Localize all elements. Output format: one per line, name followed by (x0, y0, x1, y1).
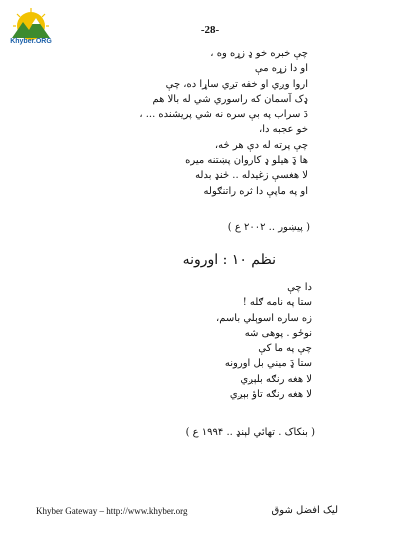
poem-line: اروا وږي او خفه تږي ساړا ده، چې (165, 78, 308, 90)
poem-2-date: ( بنکاک . تهائي لېنډ .. ۱۹۹۴ ع ) (185, 427, 315, 438)
poem-1-date: ( پيښور .. ۲۰۰۲ ع ) (227, 222, 310, 233)
poem-line: او دا زړه مې (254, 63, 308, 75)
poem-2 (216, 280, 312, 402)
poem-line: ها ډَ هيلو ډ کاروان پښتنه ميره (185, 155, 308, 167)
logo-caption: Khyber.ORG (10, 38, 52, 45)
poem-line: چې خبره خو ډ زړه وه ، (210, 48, 308, 59)
poem-line: نوځو . پوهی شه (244, 327, 312, 339)
poem-line: چې پرته له دې هر څه، (214, 139, 308, 151)
page-number: -28- (200, 24, 220, 36)
poem-line: دَ سراب په بې سره نه شي پريشنده ... ، (139, 109, 308, 121)
poem-line: او په ماپې دا ثره راتنګوله (203, 185, 308, 197)
poem-line: ډک آسمان که راسوري شي له بالا هم (152, 93, 308, 105)
poem-line: لا هغسې زغيدله .. څنډ بدله (195, 170, 308, 182)
poem-line: چې په ما کې (258, 343, 312, 355)
footer-source: Khyber Gateway – http://www.khyber.org (36, 506, 188, 516)
poem-2-title: نظم ۱۰ : اورونه (182, 252, 276, 268)
poem-line: لا هغه رنګه بلېږي (240, 373, 312, 385)
poem-line: ستا ډَ ميني بل اورونه (224, 358, 312, 370)
poem-line: لا هغه رنګه تاؤ بېږي (229, 389, 312, 401)
poem-line: زه ساره اسوېلي باسم، (216, 312, 312, 324)
poem-line: ستا په نامه ګله ! (242, 297, 312, 309)
footer-author: لیک افضل شوق (271, 505, 338, 516)
poem-line: خو عجبه دا، (259, 124, 308, 136)
poem-line: دا چې (287, 282, 312, 293)
poem-1 (139, 46, 308, 199)
